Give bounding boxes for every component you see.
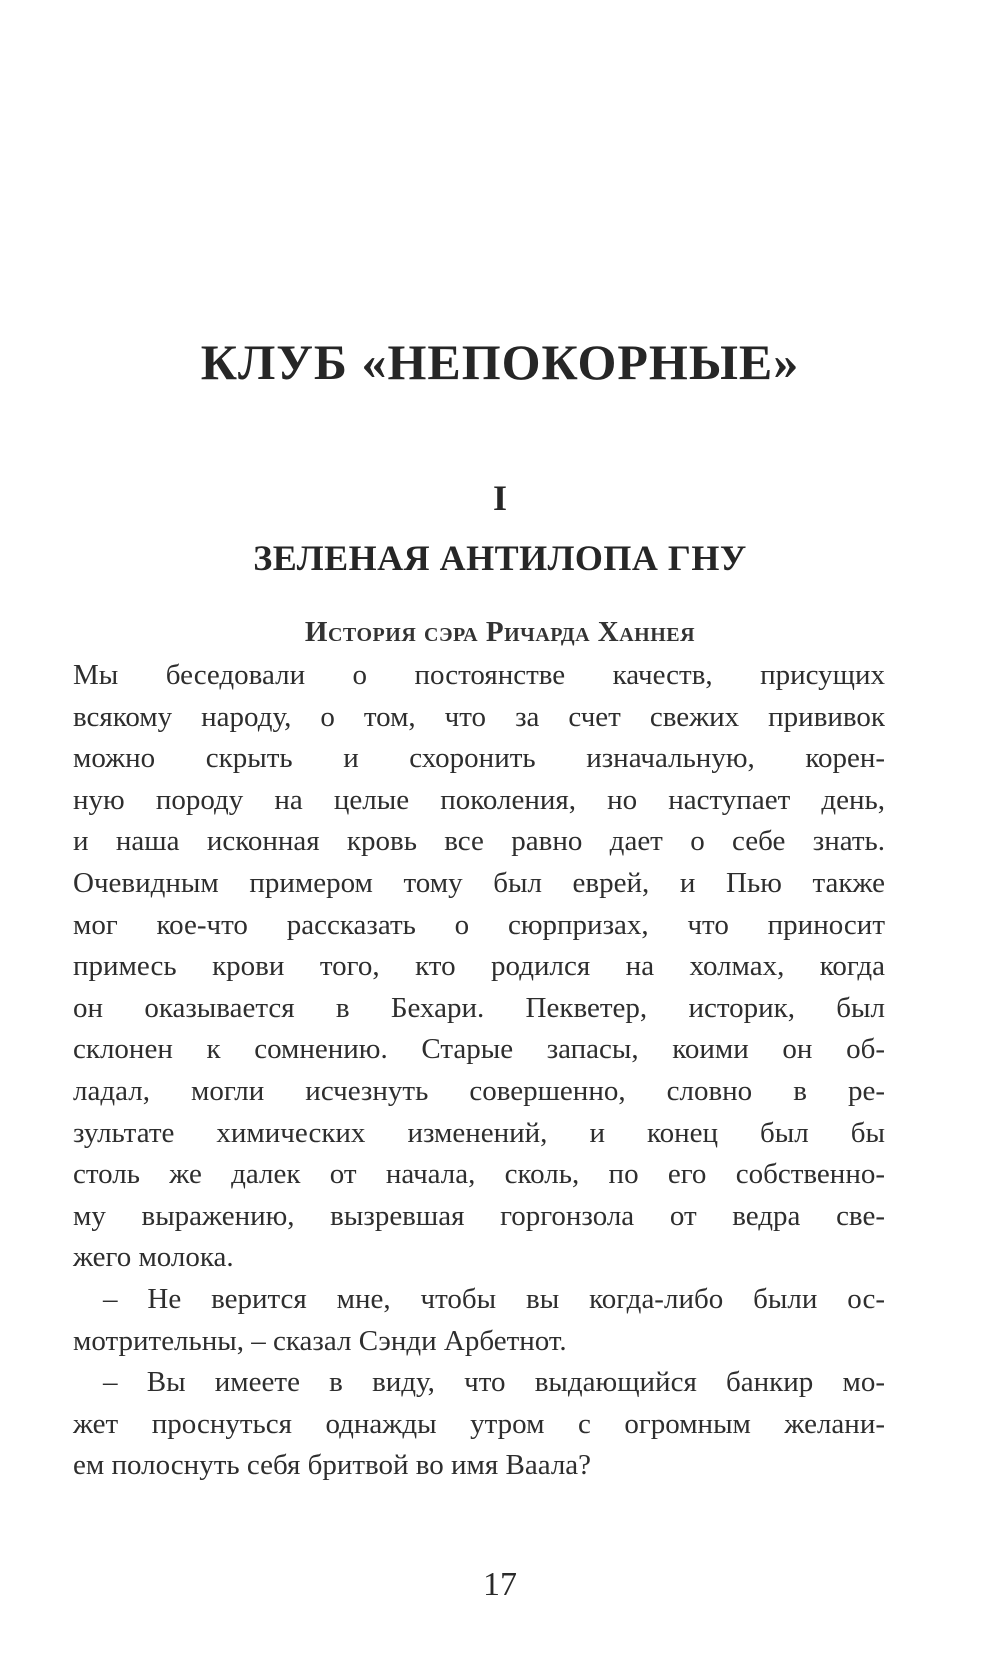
text-line: му выражению, вызревшая горгонзола от ведра све- (73, 1199, 885, 1232)
text-line: зультате химических изменений, и конец был бы (73, 1116, 885, 1149)
text-line: мог кое-что рассказать о сюрпризах, что приносит (73, 908, 885, 941)
text-line: ную породу на целые поколения, но наступает день, (73, 783, 885, 816)
text-line: Очевидным примером тому был еврей, и Пью также (73, 866, 885, 899)
chapter-number: I (492, 478, 507, 518)
text-line: примесь крови того, кто родился на холмах, когда (73, 950, 885, 983)
text-line: столь же далек от начала, сколь, по его собственно- (73, 1158, 885, 1191)
text-line: он оказывается в Бехари. Пекветер, историк, был (73, 991, 885, 1024)
page-number: 17 (483, 1566, 517, 1603)
text-line: жет проснуться однажды утром с огромным желани- (73, 1407, 885, 1440)
chapter-subtitle: История сэра Ричарда Ханнея (304, 616, 696, 648)
text-line: – Не верится мне, чтобы вы когда-либо были ос- (103, 1282, 885, 1315)
text-line: можно скрыть и схоронить изначальную, корен- (73, 742, 885, 775)
text-line: жего молока. (73, 1241, 234, 1274)
book-title: КЛУБ «НЕПОКОРНЫЕ» (200, 334, 800, 390)
text-line: Мы беседовали о постоянстве качеств, присущих (73, 659, 885, 691)
text-line: ладал, могли исчезнуть совершенно, словно в ре- (73, 1074, 885, 1107)
text-line: и наша исконная кровь все равно дает о себе знать. (73, 825, 885, 858)
body-text (73, 655, 885, 1487)
chapter-title: ЗЕЛЕНАЯ АНТИЛОПА ГНУ (253, 538, 747, 578)
text-line: мотрительны, – сказал Сэнди Арбетнот. (73, 1324, 567, 1357)
text-line: всякому народу, о том, что за счет свежих прививок (73, 700, 885, 733)
text-line: склонен к сомнению. Старые запасы, коими он об- (73, 1033, 885, 1066)
text-line: ем полоснуть себя бритвой во имя Ваала? (73, 1449, 592, 1482)
text-line: – Вы имеете в виду, что выдающийся банкир мо- (103, 1366, 885, 1399)
